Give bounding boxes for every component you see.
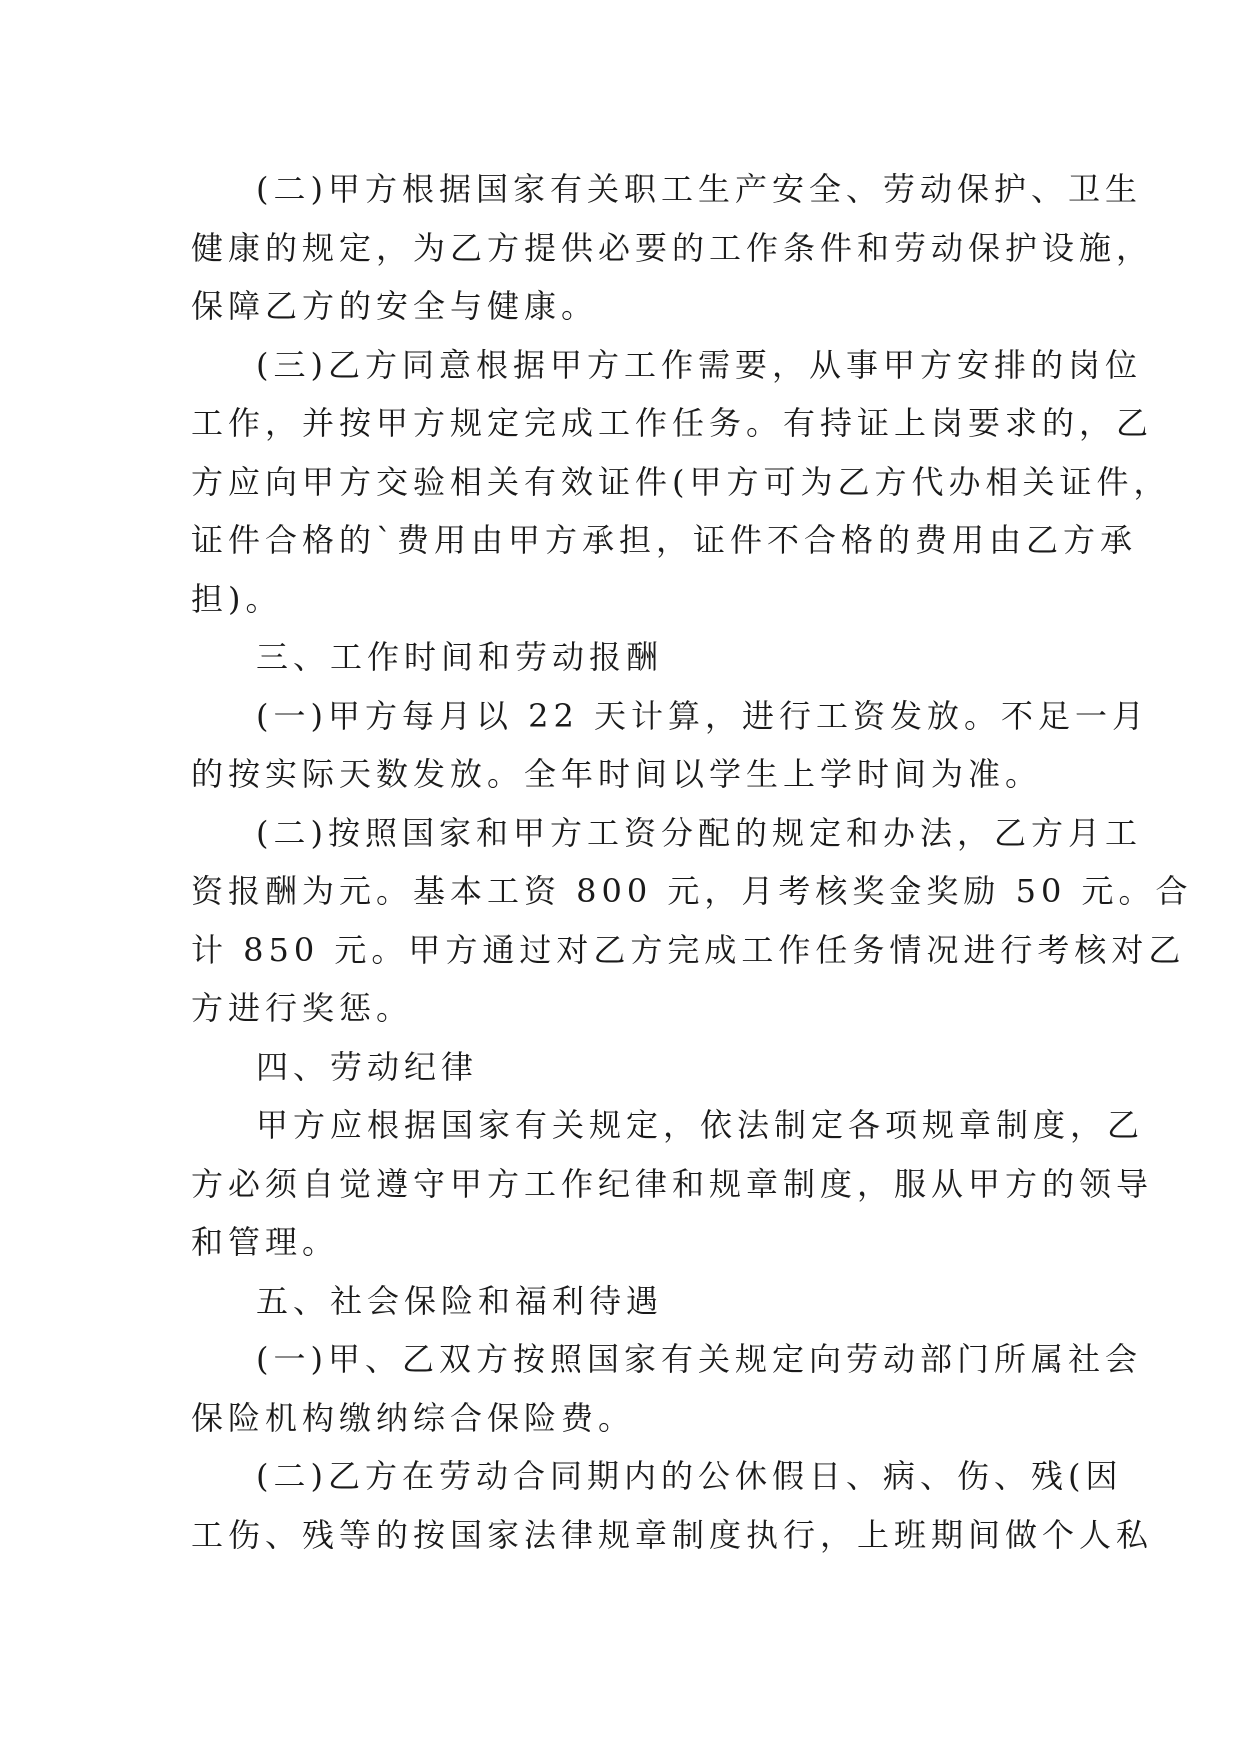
text-line: 资报酬为元。基本工资 800 元，月考核奖金奖励 50 元。合 <box>191 872 1193 910</box>
text-line: 工作，并按甲方规定完成工作任务。有持证上岗要求的，乙 <box>191 404 1154 442</box>
document-body <box>191 160 1193 1564</box>
text-line: 的按实际天数发放。全年时间以学生上学时间为准。 <box>191 755 1043 793</box>
section-heading-labor-discipline <box>191 1038 1056 1097</box>
text-line: (一)甲方每月以 22 天计算，进行工资发放。不足一月 <box>256 696 1150 735</box>
text-line: 证件合格的`费用由甲方承担，证件不合格的费用由乙方承 <box>191 521 1138 559</box>
text-line: 方进行奖惩。 <box>191 989 414 1027</box>
text-line: 保障乙方的安全与健康。 <box>191 287 599 325</box>
text-line: (二)按照国家和甲方工资分配的规定和办法，乙方月工 <box>256 813 1142 852</box>
text-line: 担)。 <box>191 579 283 618</box>
text-line: 方应向甲方交验相关有效证件(甲方可为乙方代办相关证件， <box>191 462 1171 501</box>
text-line: (三)乙方同意根据甲方工作需要，从事甲方安排的岗位 <box>256 345 1142 384</box>
text-line: 甲方应根据国家有关规定，依法制定各项规章制度，乙 <box>256 1106 1145 1144</box>
text-line: 保险机构缴纳综合保险费。 <box>191 1398 636 1437</box>
text-line: 和管理。 <box>191 1223 340 1261</box>
text-line: 工伤、残等的按国家法律规章制度执行，上班期间做个人私 <box>191 1515 1154 1554</box>
text-line: (二)甲方根据国家有关职工生产安全、劳动保护、卫生 <box>256 170 1142 208</box>
text-line: 计 850 元。甲方通过对乙方完成工作任务情况进行考核对乙 <box>191 930 1186 969</box>
text-line: 方必须自觉遵守甲方工作纪律和规章制度，服从甲方的领导 <box>191 1164 1154 1203</box>
paragraph-job-assignment <box>191 336 1171 629</box>
paragraph-holidays-injury <box>191 1447 1154 1564</box>
text-line: (二)乙方在劳动合同期内的公休假日、病、伤、残(因 <box>256 1457 1123 1495</box>
paragraph-safety-conditions <box>191 160 1154 336</box>
text-line: (一)甲、乙双方按照国家有关规定向劳动部门所属社会 <box>256 1340 1142 1378</box>
text-line: 四、劳动纪律 <box>256 1047 479 1086</box>
text-line: 五、社会保险和福利待遇 <box>256 1281 664 1320</box>
text-line: 三、工作时间和劳动报酬 <box>256 638 664 676</box>
text-line: 健康的规定，为乙方提供必要的工作条件和劳动保护设施， <box>191 228 1154 267</box>
paragraph-salary-amount <box>191 804 1193 1038</box>
section-heading-social-insurance <box>191 1272 1056 1331</box>
paragraph-rules-regulations <box>191 1096 1154 1272</box>
paragraph-salary-days <box>191 687 1150 804</box>
section-heading-work-time-pay <box>191 628 1056 687</box>
paragraph-insurance-fees <box>191 1330 1142 1447</box>
